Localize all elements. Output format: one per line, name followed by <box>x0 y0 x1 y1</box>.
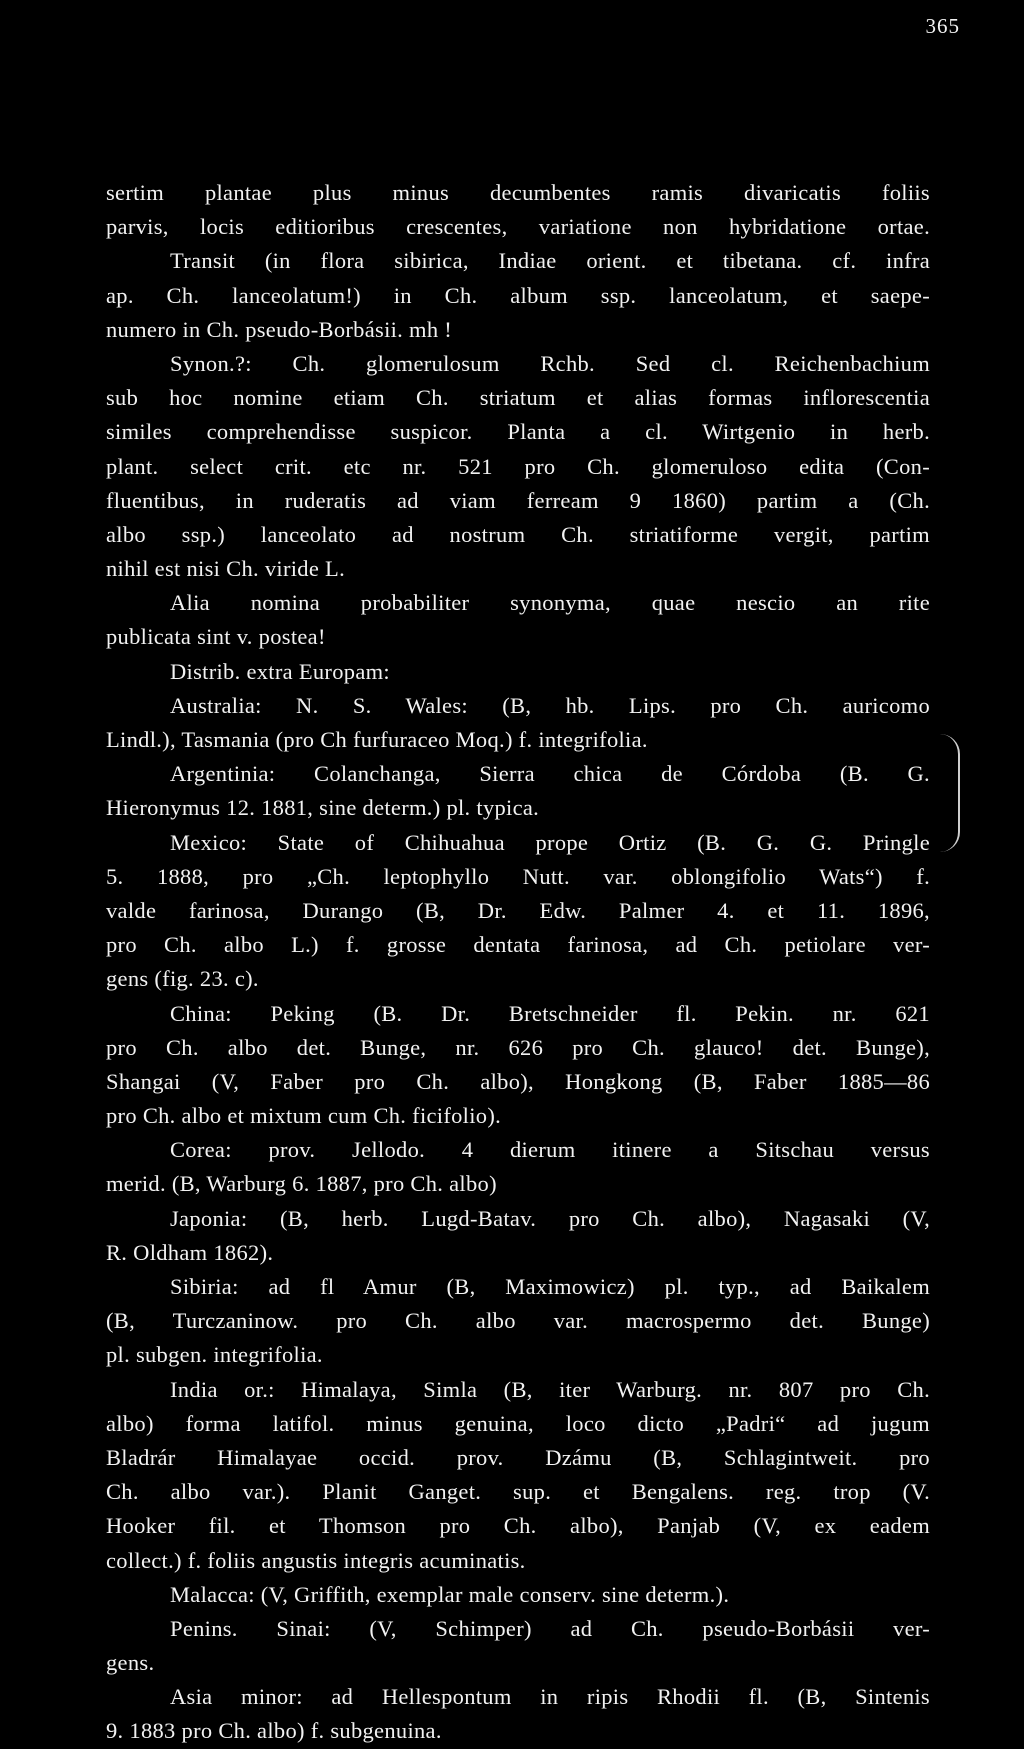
text-line: Lindl.), Tasmania (pro Ch furfuraceo Moq.) f. integrifolia. <box>106 727 648 752</box>
text-line: sertim plantae plus minus decumbentes ramis divaricatis foliis <box>106 180 930 205</box>
text-line: gens (fig. 23. c). <box>106 966 259 992</box>
text-line: Shangai (V, Faber pro Ch. albo), Hongkong (B, Faber 1885—86 <box>106 1068 930 1094</box>
body-text <box>106 176 930 1749</box>
text-line: India or.: Himalaya, Simla (B, iter Warburg. nr. 807 pro Ch. <box>170 1376 930 1402</box>
text-line: ap. Ch. lanceolatum!) in Ch. album ssp. lanceolatum, et saepe- <box>106 282 930 308</box>
text-line: 5. 1888, pro „Ch. leptophyllo Nutt. var. oblongifolio Wats“) f. <box>106 863 930 889</box>
text-line: sub hoc nomine etiam Ch. striatum et alias formas inflorescentia <box>106 385 930 411</box>
text-line: plant. select crit. etc nr. 521 pro Ch. glomeruloso edita (Con- <box>106 453 930 479</box>
margin-brace <box>936 734 960 852</box>
text-line: pro Ch. albo et mixtum cum Ch. ficifolio). <box>106 1103 502 1129</box>
text-line: numero in Ch. pseudo-Borbásii. mh ! <box>106 316 453 342</box>
text-line: pro Ch. albo det. Bunge, nr. 626 pro Ch. glauco! det. Bunge), <box>106 1034 930 1060</box>
text-line: Alia nomina probabiliter synonyma, quae nescio an rite <box>170 590 930 616</box>
text-line: Distrib. extra Europam: <box>170 658 390 684</box>
text-line: nihil est nisi Ch. viride L. <box>106 556 346 582</box>
text-line: (B, Turczaninow. pro Ch. albo var. macrospermo det. Bunge) <box>106 1308 930 1334</box>
text-line: Ch. albo var.). Planit Ganget. sup. et Bengalens. reg. trop (V. <box>106 1479 930 1505</box>
text-line: Japonia: (B, herb. Lugd-Batav. pro Ch. albo), Nagasaki (V, <box>170 1205 930 1231</box>
text-line: fluentibus, in ruderatis ad viam ferream 9 1860) partim a (Ch. <box>106 487 930 513</box>
text-line: merid. (B, Warburg 6. 1887, pro Ch. albo) <box>106 1171 497 1197</box>
text-line: similes comprehendisse suspicor. Planta a cl. Wirtgenio in herb. <box>106 419 930 445</box>
text-line: gens. <box>106 1650 155 1676</box>
text-line: pro Ch. albo L.) f. grosse dentata farinosa, ad Ch. petiolare ver- <box>106 932 930 958</box>
text-line: Penins. Sinai: (V, Schimper) ad Ch. pseudo-Borbásii ver- <box>170 1615 930 1641</box>
page-number: 365 <box>925 14 960 38</box>
text-line: Hooker fil. et Thomson pro Ch. albo), Panjab (V, ex eadem <box>106 1513 930 1539</box>
text-line: albo ssp.) lanceolato ad nostrum Ch. striatiforme vergit, partim <box>106 521 930 547</box>
text-line: publicata sint v. postea! <box>106 624 326 650</box>
text-line: Synon.?: Ch. glomerulosum Rchb. Sed cl. Reichenbachium <box>170 350 930 376</box>
text-line: Asia minor: ad Hellespontum in ripis Rhodii fl. (B, Sintenis <box>170 1684 930 1710</box>
text-line: pl. subgen. integrifolia. <box>106 1342 323 1368</box>
text-line: Corea: prov. Jellodo. 4 dierum itinere a Sitschau versus <box>170 1137 930 1163</box>
text-line: Argentinia: Colanchanga, Sierra chica de Córdoba (B. G. <box>170 761 930 787</box>
text-line: Transit (in flora sibirica, Indiae orient. et tibetana. cf. infra <box>170 248 930 274</box>
text-line: collect.) f. foliis angustis integris acuminatis. <box>106 1547 526 1573</box>
text-line: Mexico: State of Chihuahua prope Ortiz (B. G. G. Pringle <box>170 829 930 855</box>
text-line: albo) forma latifol. minus genuina, loco dicto „Padri“ ad jugum <box>106 1410 930 1436</box>
text-line: Hieronymus 12. 1881, sine determ.) pl. typica. <box>106 795 540 821</box>
text-line: valde farinosa, Durango (B, Dr. Edw. Palmer 4. et 11. 1896, <box>106 897 930 923</box>
text-line: Sibiria: ad fl Amur (B, Maximowicz) pl. typ., ad Baikalem <box>170 1274 930 1299</box>
text-line: Bladrár Himalayae occid. prov. Dzámu (B, Schlagintweit. pro <box>106 1444 930 1470</box>
text-line: 9. 1883 pro Ch. albo) f. subgenuina. <box>106 1718 442 1744</box>
text-line: parvis, locis editioribus crescentes, variatione non hybridatione ortae. <box>106 214 930 240</box>
text-line: China: Peking (B. Dr. Bretschneider fl. Pekin. nr. 621 <box>170 1000 930 1026</box>
text-line: R. Oldham 1862). <box>106 1239 274 1265</box>
text-line: Malacca: (V, Griffith, exemplar male conserv. sine determ.). <box>170 1581 730 1607</box>
text-line: Australia: N. S. Wales: (B, hb. Lips. pro Ch. auricomo <box>170 692 930 718</box>
